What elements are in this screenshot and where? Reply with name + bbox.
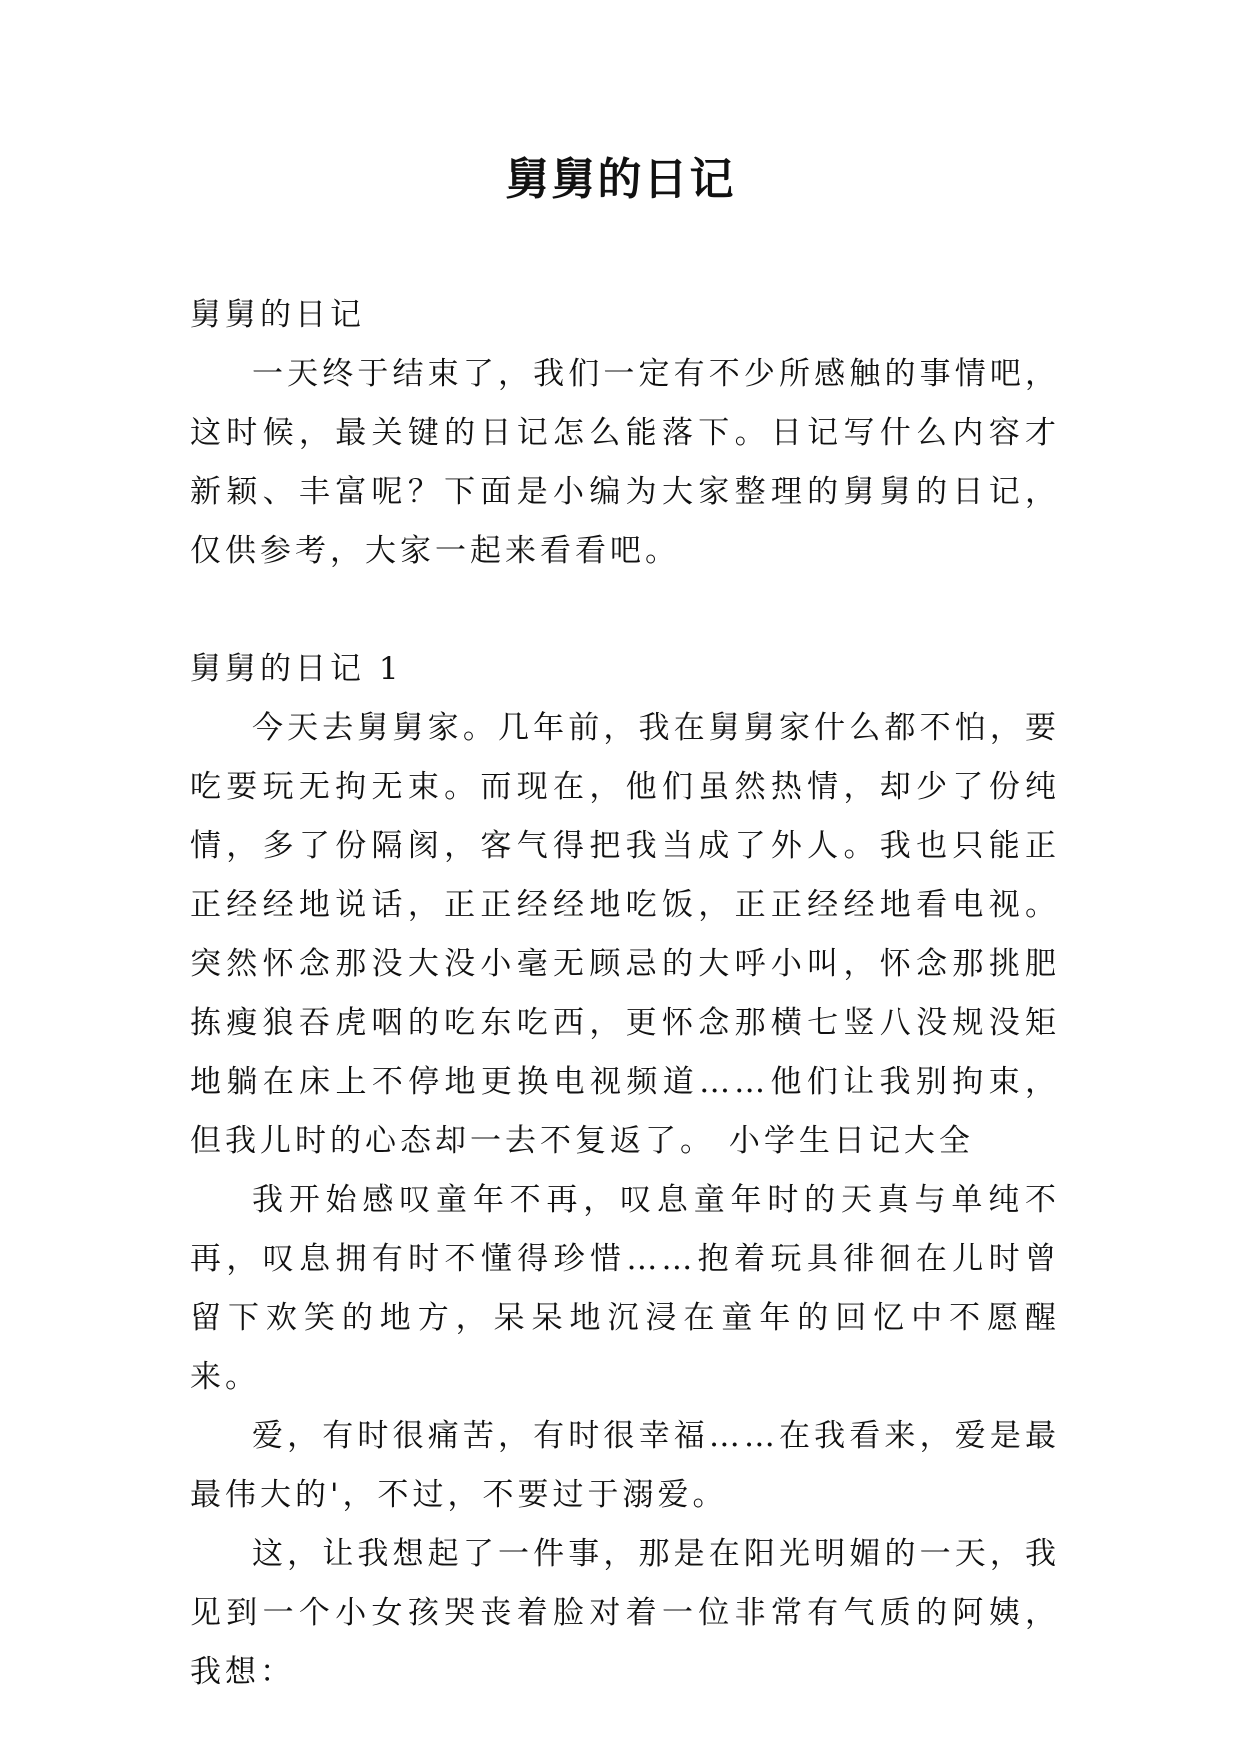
section-heading: 舅舅的日记 1 <box>190 651 403 687</box>
body-paragraph: 我开始感叹童年不再，叹息童年时的天真与单纯不再，叹息拥有时不懂得珍惜……抱着玩具徘徊在儿时曾留下欢笑的地方，呆呆地沉浸在童年的回忆中不愿醒来。 <box>190 1182 1060 1395</box>
body-paragraph: 爱，有时很痛苦，有时很幸福……在我看来，爱是最最伟大的'，不过，不要过于溺爱。 <box>190 1418 1060 1513</box>
document-body <box>190 286 1060 1702</box>
body-paragraph: 今天去舅舅家。几年前，我在舅舅家什么都不怕，要吃要玩无拘无束。而现在，他们虽然热情，却少了份纯情，多了份隔阂，客气得把我当成了外人。我也只能正正经经地说话，正正经经地吃饭，正正经经地看电视。突然怀念那没大没小毫无顾忌的大呼小叫，怀念那挑肥拣瘦狼吞虎咽的吃东吃西，更怀念那横七竖八没规没矩地躺在床上不停地更换电视频道……他们让我别拘束，但我儿时的心态却一去不复返了。 小学生日记大全 <box>190 710 1060 1159</box>
document-title: 舅舅的日记 <box>505 154 736 205</box>
body-paragraph: 这，让我想起了一件事，那是在阳光明媚的一天，我见到一个小女孩哭丧着脸对着一位非常有气质的阿姨，我想： <box>190 1536 1060 1690</box>
subheading: 舅舅的日记 <box>190 297 365 333</box>
section-spacer <box>190 581 1060 640</box>
intro-paragraph: 一天终于结束了，我们一定有不少所感触的事情吧，这时候，最关键的日记怎么能落下。日记写什么内容才新颖、丰富呢？下面是小编为大家整理的舅舅的日记，仅供参考，大家一起来看看吧。 <box>190 356 1060 569</box>
